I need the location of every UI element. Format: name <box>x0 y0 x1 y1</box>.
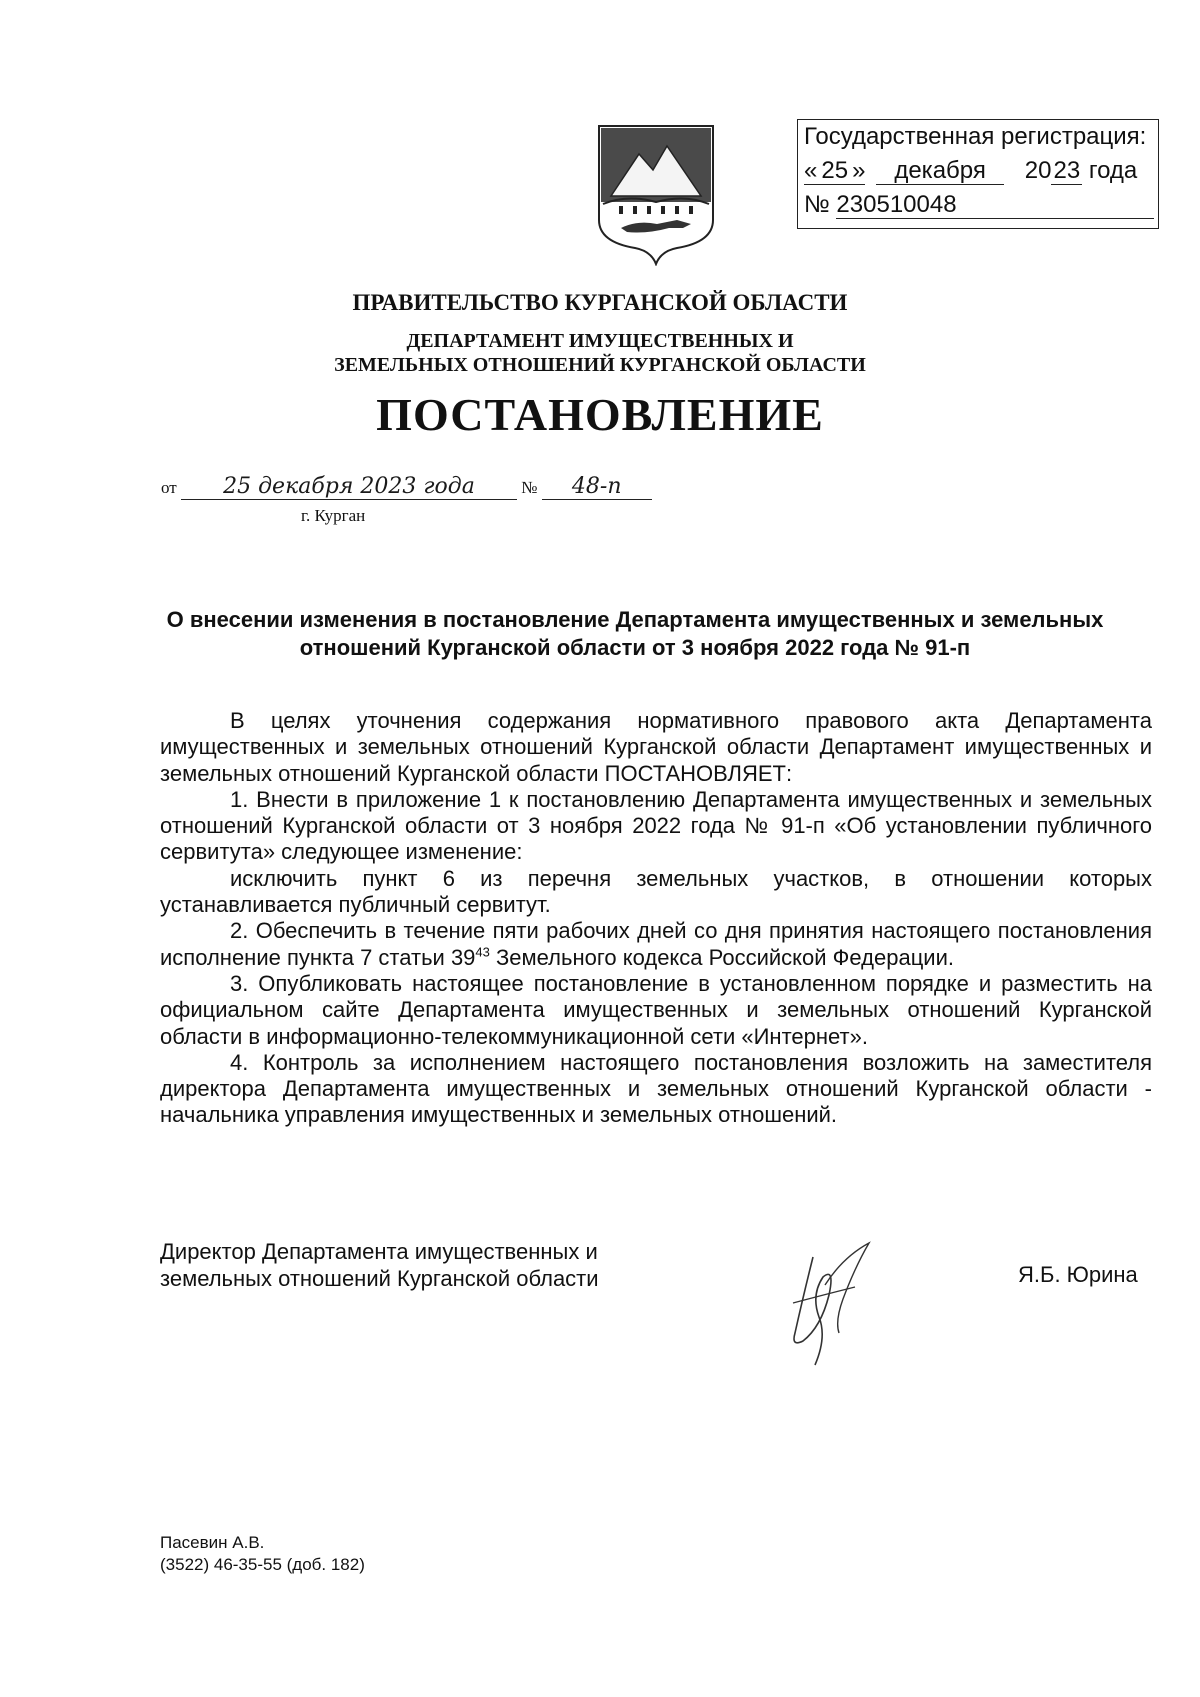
department-heading-line1: ДЕПАРТАМЕНТ ИМУЩЕСТВЕННЫХ И <box>406 330 794 352</box>
government-heading: ПРАВИТЕЛЬСТВО КУРГАНСКОЙ ОБЛАСТИ <box>352 290 848 315</box>
registration-number-row <box>804 188 1158 222</box>
registration-year-word: года <box>1088 157 1138 184</box>
body-paragraph-item1-change: исключить пункт 6 из перечня земельных участков, в отношении которых устанавливается публичный сервитут. <box>160 865 1152 918</box>
registration-day-field: « 25 » <box>804 157 866 184</box>
registration-year-prefix: 20 <box>1024 157 1052 184</box>
signer-title <box>160 1238 599 1292</box>
decree-number-handwritten: 48-п <box>542 474 652 500</box>
executor-phone: (3522) 46-35-55 (доб. 182) <box>160 1555 365 1574</box>
executor-info <box>160 1532 365 1576</box>
document-type-heading: ПОСТАНОВЛЕНИЕ <box>376 389 824 440</box>
registration-number-sign: № <box>804 191 830 218</box>
body-paragraph-item4: 4. Контроль за исполнением настоящего постановления возложить на заместителя директора Департамента имущественных и земельных отношений Курганской области - начальника управления имущественных и земельных отношений. <box>160 1049 1152 1128</box>
department-heading-line2: ЗЕМЕЛЬНЫХ ОТНОШЕНИЙ КУРГАНСКОЙ ОБЛАСТИ <box>334 354 866 376</box>
body-paragraph-item2: 2. Обеспечить в течение пяти рабочих дней со дня принятия настоящего постановления исполнение пункта 7 статьи $39^{43}$ Земельного кодекса Российской Федерации. <box>160 918 1152 970</box>
registration-month: декабря <box>876 158 1004 185</box>
body-paragraph-item1: 1. Внести в приложение 1 к постановлению Департамента имущественных и земельных отношений Курганской области от 3 ноября 2022 года № 91-п «Об установлении публичного сервитута» следующее изменение: <box>160 786 1152 865</box>
body-paragraph-item3: 3. Опубликовать настоящее постановление в установленном порядке и разместить на официальном сайте Департамента имущественных и земельных отношений Курганской области в информационно-телекоммуникационной сети «Интернет». <box>160 970 1152 1049</box>
date-from-label: от <box>161 478 177 497</box>
article-superscript: 43 <box>475 944 490 960</box>
executor-name: Пасевин А.В. <box>160 1533 265 1552</box>
body-paragraph-preamble: В целях уточнения содержания нормативного правового акта Департамента имущественных и земельных отношений Курганской области Департамент имущественных и земельных отношений Курганской области ПОСТАНОВЛЯЕТ: <box>160 708 1152 786</box>
handwritten-signature <box>773 1237 883 1369</box>
signer-title-line2: земельных отношений Курганской области <box>160 1266 599 1291</box>
document-title: О внесении изменения в постановление Департамента имущественных и земельных отношений Курганской области от 3 ноября 2022 года № 91-п <box>166 607 1104 660</box>
registration-box <box>797 119 1159 229</box>
document-body <box>160 708 1152 1129</box>
signer-name: Я.Б. Юрина <box>1018 1262 1138 1287</box>
city-label: г. Курган <box>301 506 366 525</box>
date-number-line <box>161 474 652 500</box>
decree-number-label: № <box>521 478 538 497</box>
coat-of-arms-emblem <box>597 124 715 266</box>
signer-title-line1: Директор Департамента имущественных и <box>160 1239 598 1264</box>
registration-number: 230510048 <box>836 192 1154 219</box>
registration-date <box>804 154 1158 188</box>
registration-year-suffix: 23 <box>1053 157 1081 184</box>
registration-title: Государственная регистрация: <box>804 123 1147 150</box>
decree-date-handwritten: 25 декабря 2023 года <box>181 474 517 500</box>
